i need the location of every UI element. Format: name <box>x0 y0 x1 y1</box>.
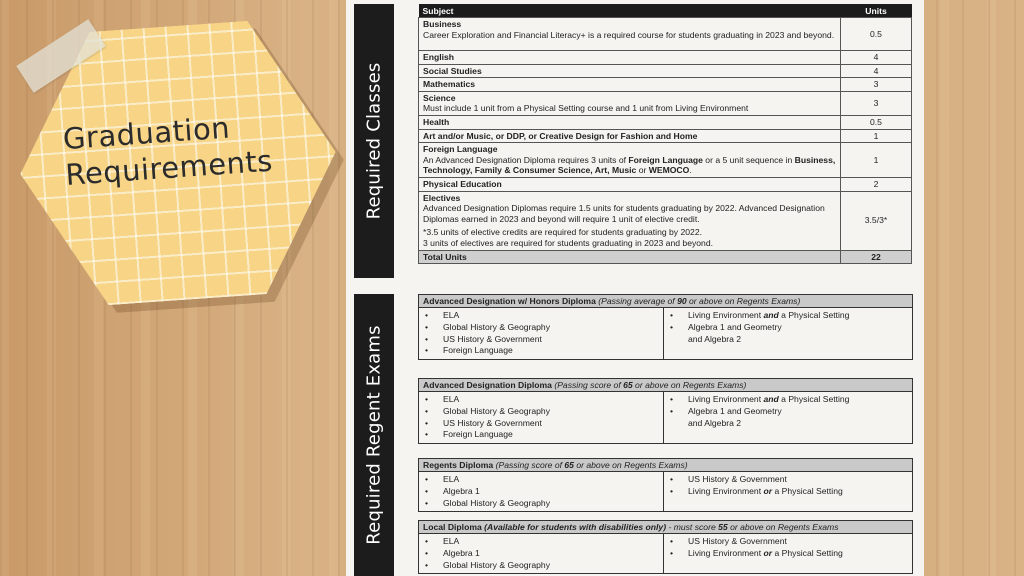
subject-desc: Career Exploration and Financial Literacy+ is a required course for students graduating in 2023 and beyond. <box>423 29 835 40</box>
diploma-title: Regents Diploma <box>423 460 494 470</box>
diploma-box-advanced <box>418 378 913 444</box>
diploma-criteria: (Passing average of <box>598 296 678 306</box>
exam-name: Algebra 1 <box>443 547 480 558</box>
total-row <box>419 250 912 264</box>
exam-list-left <box>419 308 664 359</box>
diploma-score: 55 <box>718 522 728 532</box>
exam-conjunction: or <box>763 547 773 558</box>
bullet: • <box>670 394 674 404</box>
list-item <box>670 418 906 430</box>
diploma-criteria: (Available for students with disabilities only) <box>484 522 667 532</box>
exam-conjunction: or <box>763 485 773 496</box>
list-item <box>425 394 657 406</box>
subject-desc: or <box>636 165 649 176</box>
diploma-box-local <box>418 520 913 574</box>
list-item <box>425 418 657 430</box>
bullet: • <box>425 474 429 484</box>
subject-desc-bold: Business, Technology, Family & Consumer Science, Art, Music <box>423 154 836 176</box>
diploma-header <box>419 521 912 534</box>
exam-list-left <box>419 472 664 511</box>
exam-list-right <box>664 308 912 359</box>
diploma-criteria: or above on Regents Exams <box>727 522 839 532</box>
bullet: • <box>425 429 429 440</box>
exam-name: Living Environment <box>688 394 764 404</box>
diploma-box-honors <box>418 294 913 360</box>
list-item <box>670 486 906 498</box>
subject-desc-bold: WEMOCO <box>648 165 690 176</box>
list-item <box>670 394 906 406</box>
units-value: 3.5/3* <box>841 191 912 250</box>
exam-name: US History & Government <box>688 474 787 484</box>
table-row <box>419 64 912 78</box>
requirements-document <box>346 0 924 576</box>
table-row <box>419 91 912 115</box>
diploma-criteria: (Passing score of <box>495 460 565 470</box>
table-row <box>419 78 912 92</box>
exam-name: a Physical Setting <box>778 394 850 404</box>
list-item <box>425 536 657 548</box>
required-classes-sidebar <box>354 4 394 278</box>
bullet: • <box>425 405 429 416</box>
list-item <box>425 548 657 560</box>
bullet: • <box>425 497 429 508</box>
units-value: 3 <box>841 78 912 92</box>
exam-name: US History & Government <box>443 417 542 428</box>
list-item <box>670 310 906 322</box>
exam-name: ELA <box>443 474 460 484</box>
exam-name: Global History & Geography <box>443 321 550 332</box>
subject-name: Art and/or Music, or DDP, or Creative Design for Fashion and Home <box>423 130 698 141</box>
exam-list-right <box>664 472 912 511</box>
diploma-box-regents <box>418 458 913 512</box>
bullet: • <box>670 474 674 484</box>
diploma-criteria: (Passing score of <box>554 380 624 390</box>
bullet: • <box>670 405 674 416</box>
bullet: • <box>425 417 429 428</box>
table-row <box>419 143 912 178</box>
units-value: 0.5 <box>841 115 912 129</box>
list-item <box>425 486 657 498</box>
list-item <box>425 334 657 346</box>
exam-name: and Algebra 2 <box>688 417 742 428</box>
list-item <box>425 474 657 486</box>
exam-name: Algebra 1 and Geometry <box>688 405 782 416</box>
table-row <box>419 129 912 143</box>
table-header-row <box>419 4 912 18</box>
bullet: • <box>425 394 429 404</box>
bullet: • <box>425 536 429 546</box>
subject-name: English <box>423 52 455 62</box>
list-item <box>425 498 657 510</box>
subject-name: Social Studies <box>423 65 482 76</box>
exam-name: Global History & Geography <box>443 559 550 570</box>
bullet: • <box>670 310 674 320</box>
subject-name: Business <box>423 19 462 29</box>
units-value: 1 <box>841 129 912 143</box>
bullet: • <box>670 547 674 558</box>
exam-name: a Physical Setting <box>772 485 843 496</box>
list-item <box>670 474 906 486</box>
exam-name: a Physical Setting <box>778 310 850 320</box>
subject-name: Physical Education <box>423 178 502 189</box>
diploma-criteria: or above on Regents Exams) <box>686 296 801 306</box>
regent-exams-sidebar <box>354 294 394 576</box>
bullet: • <box>670 536 674 546</box>
electives-note-1: *3.5 units of elective credits are required for students graduating by 2022. <box>423 227 702 238</box>
diploma-header <box>419 379 912 392</box>
units-header: Units <box>841 4 912 18</box>
units-value: 4 <box>841 64 912 78</box>
exam-conjunction: and <box>763 394 779 404</box>
table-row <box>419 191 912 250</box>
subject-name: Foreign Language <box>423 144 498 155</box>
exam-name: ELA <box>443 394 460 404</box>
units-value: 2 <box>841 177 912 191</box>
diploma-title: Advanced Designation w/ Honors Diploma <box>423 296 596 306</box>
list-item <box>425 322 657 334</box>
subject-name: Health <box>423 116 450 127</box>
bullet: • <box>425 485 429 496</box>
exam-list-right <box>664 534 912 573</box>
bullet: • <box>425 310 429 320</box>
subject-name: Mathematics <box>423 79 476 90</box>
exam-conjunction: and <box>763 310 779 320</box>
subject-desc: An Advanced Designation Diploma requires 3 units of <box>423 154 629 165</box>
diploma-header <box>419 459 912 472</box>
exam-name: Global History & Geography <box>443 497 550 508</box>
exam-name: Algebra 1 and Geometry <box>688 321 782 332</box>
bullet: • <box>425 547 429 558</box>
list-item <box>670 548 906 560</box>
diploma-title: Local Diploma <box>423 522 482 532</box>
subject-desc-bold: Foreign Language <box>628 154 703 165</box>
required-classes-table <box>418 4 912 264</box>
bullet: • <box>425 345 429 356</box>
diploma-score: 65 <box>623 380 633 390</box>
diploma-score: 90 <box>677 296 687 306</box>
list-item <box>425 429 657 441</box>
bullet: • <box>670 485 674 496</box>
badge-title: Graduation Requirements <box>61 110 274 192</box>
exam-name: ELA <box>443 310 460 320</box>
list-item <box>425 560 657 572</box>
subject-desc: Must include 1 unit from a Physical Setting course and 1 unit from Living Environment <box>423 103 749 114</box>
subject-header: Subject <box>419 4 841 18</box>
subject-name: Electives <box>423 192 461 203</box>
exam-name: Algebra 1 <box>443 485 480 496</box>
bullet: • <box>670 321 674 332</box>
table-row <box>419 177 912 191</box>
exam-name: Foreign Language <box>443 429 513 440</box>
units-value: 0.5 <box>841 18 912 51</box>
list-item <box>425 310 657 322</box>
regent-exams-label: Required Regent Exams <box>363 325 385 545</box>
list-item <box>425 345 657 357</box>
diploma-criteria: - must score <box>666 522 719 532</box>
subject-desc: . <box>689 165 692 176</box>
units-value: 3 <box>841 91 912 115</box>
diploma-criteria: or above on Regents Exams) <box>632 380 747 390</box>
subject-desc: Advanced Designation Diplomas require 1.5 units for students graduating by 2022. Advanced Designation Diplomas earned in 2023 and beyond will require 1 unit of elective credit. <box>423 203 825 224</box>
table-row <box>419 51 912 65</box>
table-row <box>419 115 912 129</box>
list-item <box>670 536 906 548</box>
diploma-criteria: or above on Regents Exams) <box>573 460 688 470</box>
exam-name: US History & Government <box>443 333 542 344</box>
exam-name: a Physical Setting <box>772 547 843 558</box>
list-item <box>670 322 906 334</box>
exam-name: and Algebra 2 <box>688 333 742 344</box>
exam-name: US History & Government <box>688 536 787 546</box>
table-row <box>419 18 912 51</box>
total-value: 22 <box>841 250 912 264</box>
bullet: • <box>425 559 429 570</box>
units-value: 4 <box>841 51 912 65</box>
diploma-title: Advanced Designation Diploma <box>423 380 552 390</box>
required-classes-label: Required Classes <box>363 62 385 220</box>
exam-list-right <box>664 392 912 443</box>
exam-name: Living Environment <box>688 547 764 558</box>
exam-name: Global History & Geography <box>443 405 550 416</box>
total-label: Total Units <box>419 250 841 264</box>
bullet: • <box>425 321 429 332</box>
exam-name: Living Environment <box>688 485 764 496</box>
list-item <box>425 406 657 418</box>
list-item <box>670 334 906 346</box>
list-item <box>670 406 906 418</box>
diploma-header <box>419 295 912 308</box>
bullet: • <box>425 333 429 344</box>
electives-note-2: 3 units of electives are required for students graduating in 2023 and beyond. <box>423 237 713 248</box>
units-value: 1 <box>841 143 912 178</box>
diploma-score: 65 <box>564 460 574 470</box>
exam-list-left <box>419 534 664 573</box>
exam-name: ELA <box>443 536 460 546</box>
exam-list-left <box>419 392 664 443</box>
subject-desc: or a 5 unit sequence in <box>702 154 795 165</box>
exam-name: Living Environment <box>688 310 764 320</box>
exam-name: Foreign Language <box>443 345 513 356</box>
subject-name: Science <box>423 92 456 103</box>
